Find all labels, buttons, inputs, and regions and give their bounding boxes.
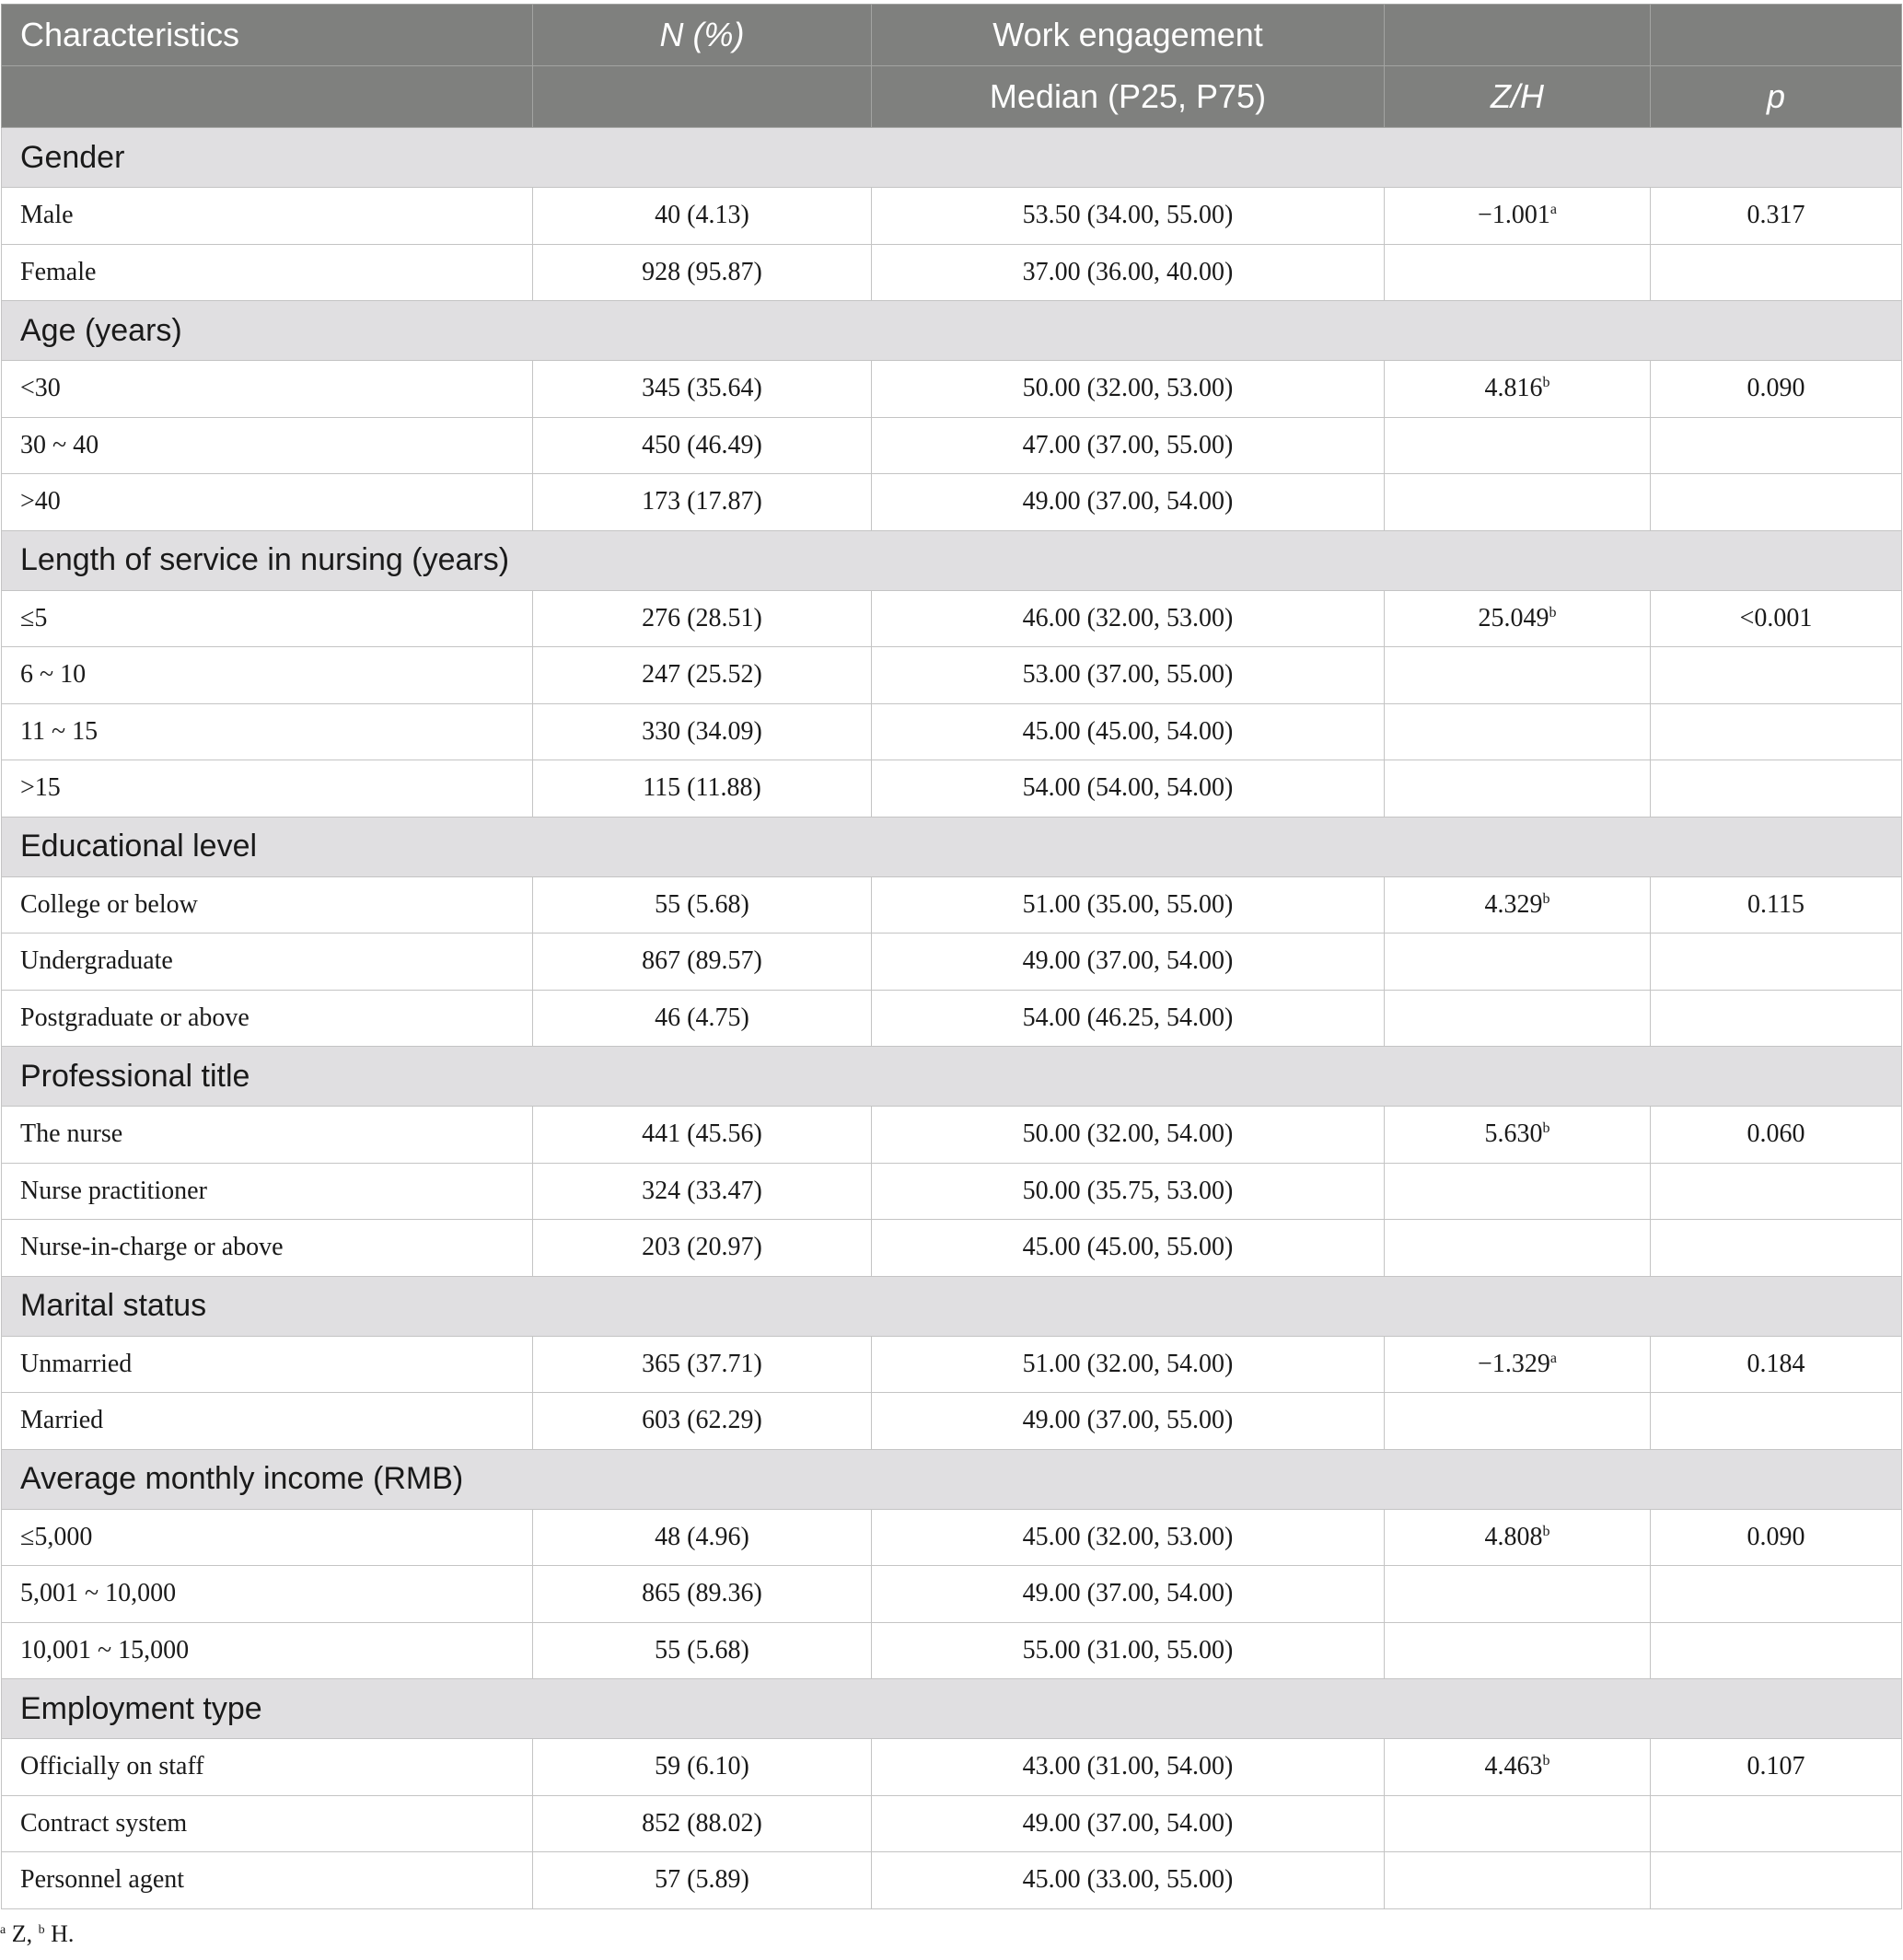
cell-n-percent: 46 (4.75) — [533, 990, 872, 1047]
cell-z-h — [1385, 1739, 1651, 1796]
cell-z-h — [1385, 647, 1651, 704]
cell-p-value: 0.107 — [1651, 1739, 1902, 1796]
cell-median: 45.00 (45.00, 55.00) — [872, 1220, 1385, 1277]
cell-p-value: 0.317 — [1651, 188, 1902, 245]
cell-n-percent: 603 (62.29) — [533, 1393, 872, 1450]
cell-characteristic: Unmarried — [2, 1336, 533, 1393]
table-row — [2, 1393, 1902, 1450]
cell-n-percent: 40 (4.13) — [533, 188, 872, 245]
table-row — [2, 1566, 1902, 1623]
cell-z-h — [1385, 703, 1651, 760]
cell-n-percent: 59 (6.10) — [533, 1739, 872, 1796]
cell-z-h — [1385, 1163, 1651, 1220]
cell-characteristic: 30 ~ 40 — [2, 417, 533, 474]
cell-characteristic: Nurse practitioner — [2, 1163, 533, 1220]
cell-characteristic: >40 — [2, 474, 533, 531]
group-title: Marital status — [2, 1276, 1902, 1336]
cell-median: 49.00 (37.00, 54.00) — [872, 1566, 1385, 1623]
stat-value: −1.329 — [1478, 1349, 1550, 1378]
stat-superscript: b — [1542, 375, 1550, 391]
cell-median: 55.00 (31.00, 55.00) — [872, 1622, 1385, 1679]
cell-p-value — [1651, 934, 1902, 991]
characteristics-table — [1, 4, 1902, 1909]
header-work-engagement: Work engagement — [872, 5, 1385, 66]
header-p: p — [1651, 66, 1902, 128]
cell-n-percent: 55 (5.68) — [533, 1622, 872, 1679]
cell-characteristic: 10,001 ~ 15,000 — [2, 1622, 533, 1679]
cell-characteristic: Married — [2, 1393, 533, 1450]
group-title: Length of service in nursing (years) — [2, 530, 1902, 590]
cell-p-value — [1651, 1393, 1902, 1450]
group-header-row — [2, 817, 1902, 876]
cell-p-value — [1651, 1852, 1902, 1909]
cell-characteristic: Personnel agent — [2, 1852, 533, 1909]
cell-z-h — [1385, 1566, 1651, 1623]
cell-median: 53.00 (37.00, 55.00) — [872, 647, 1385, 704]
table-row — [2, 590, 1902, 647]
header-n-percent: N (%) — [533, 5, 872, 66]
cell-z-h — [1385, 361, 1651, 418]
cell-z-h — [1385, 188, 1651, 245]
cell-z-h — [1385, 244, 1651, 301]
table-row — [2, 1739, 1902, 1796]
table-row — [2, 1163, 1902, 1220]
group-header-row — [2, 530, 1902, 590]
table-row — [2, 1220, 1902, 1277]
stat-value: 4.816 — [1484, 374, 1543, 403]
cell-n-percent: 852 (88.02) — [533, 1795, 872, 1852]
cell-median: 49.00 (37.00, 54.00) — [872, 934, 1385, 991]
cell-z-h — [1385, 1220, 1651, 1277]
cell-z-h — [1385, 417, 1651, 474]
group-header-row — [2, 1679, 1902, 1739]
header-empty-cell — [1385, 5, 1651, 66]
footnote-mark-a: a — [0, 1923, 6, 1937]
cell-p-value — [1651, 1622, 1902, 1679]
table-row — [2, 1509, 1902, 1566]
group-header-row — [2, 1047, 1902, 1107]
table-row — [2, 703, 1902, 760]
cell-z-h — [1385, 760, 1651, 818]
header-empty-cell — [2, 66, 533, 128]
table-row — [2, 1336, 1902, 1393]
group-title: Employment type — [2, 1679, 1902, 1739]
cell-median: 53.50 (34.00, 55.00) — [872, 188, 1385, 245]
cell-median: 50.00 (32.00, 53.00) — [872, 361, 1385, 418]
cell-n-percent: 55 (5.68) — [533, 876, 872, 934]
footnote-text-h: H. — [44, 1920, 75, 1947]
header-empty-cell — [533, 66, 872, 128]
cell-p-value: 0.090 — [1651, 1509, 1902, 1566]
cell-p-value — [1651, 703, 1902, 760]
table-row — [2, 1622, 1902, 1679]
cell-p-value — [1651, 760, 1902, 818]
cell-characteristic: ≤5,000 — [2, 1509, 533, 1566]
cell-median: 45.00 (32.00, 53.00) — [872, 1509, 1385, 1566]
cell-characteristic: 5,001 ~ 10,000 — [2, 1566, 533, 1623]
header-median: Median (P25, P75) — [872, 66, 1385, 128]
cell-median: 50.00 (32.00, 54.00) — [872, 1107, 1385, 1164]
stat-value: 4.808 — [1484, 1522, 1543, 1551]
table-row — [2, 876, 1902, 934]
table-row — [2, 417, 1902, 474]
cell-p-value — [1651, 1163, 1902, 1220]
stat-superscript: b — [1542, 1753, 1550, 1769]
cell-z-h — [1385, 1393, 1651, 1450]
cell-n-percent: 928 (95.87) — [533, 244, 872, 301]
cell-n-percent: 276 (28.51) — [533, 590, 872, 647]
cell-n-percent: 57 (5.89) — [533, 1852, 872, 1909]
cell-characteristic: ≤5 — [2, 590, 533, 647]
cell-n-percent: 324 (33.47) — [533, 1163, 872, 1220]
cell-z-h — [1385, 1622, 1651, 1679]
group-header-row — [2, 128, 1902, 188]
cell-p-value — [1651, 1566, 1902, 1623]
cell-characteristic: The nurse — [2, 1107, 533, 1164]
stat-superscript: a — [1549, 202, 1557, 218]
cell-n-percent: 345 (35.64) — [533, 361, 872, 418]
cell-median: 45.00 (33.00, 55.00) — [872, 1852, 1385, 1909]
table-row — [2, 990, 1902, 1047]
cell-p-value — [1651, 1220, 1902, 1277]
cell-n-percent: 203 (20.97) — [533, 1220, 872, 1277]
cell-n-percent: 247 (25.52) — [533, 647, 872, 704]
cell-z-h — [1385, 1795, 1651, 1852]
cell-p-value: <0.001 — [1651, 590, 1902, 647]
cell-median: 50.00 (35.75, 53.00) — [872, 1163, 1385, 1220]
cell-characteristic: Female — [2, 244, 533, 301]
cell-n-percent: 450 (46.49) — [533, 417, 872, 474]
cell-z-h — [1385, 474, 1651, 531]
table-body — [2, 128, 1902, 1909]
cell-p-value: 0.184 — [1651, 1336, 1902, 1393]
cell-characteristic: Contract system — [2, 1795, 533, 1852]
stat-value: −1.001 — [1478, 201, 1550, 230]
cell-median: 51.00 (32.00, 54.00) — [872, 1336, 1385, 1393]
table-row — [2, 361, 1902, 418]
cell-z-h — [1385, 1852, 1651, 1909]
cell-z-h — [1385, 990, 1651, 1047]
cell-n-percent: 115 (11.88) — [533, 760, 872, 818]
cell-median: 43.00 (31.00, 54.00) — [872, 1739, 1385, 1796]
cell-median: 49.00 (37.00, 55.00) — [872, 1393, 1385, 1450]
cell-median: 54.00 (46.25, 54.00) — [872, 990, 1385, 1047]
table-row — [2, 647, 1902, 704]
stat-value: 4.329 — [1484, 889, 1543, 919]
cell-median: 51.00 (35.00, 55.00) — [872, 876, 1385, 934]
header-empty-cell — [1651, 5, 1902, 66]
cell-characteristic: Male — [2, 188, 533, 245]
cell-p-value: 0.090 — [1651, 361, 1902, 418]
cell-z-h — [1385, 1509, 1651, 1566]
cell-p-value: 0.115 — [1651, 876, 1902, 934]
group-header-row — [2, 301, 1902, 361]
cell-median: 45.00 (45.00, 54.00) — [872, 703, 1385, 760]
cell-p-value — [1651, 244, 1902, 301]
cell-median: 49.00 (37.00, 54.00) — [872, 474, 1385, 531]
group-title: Educational level — [2, 817, 1902, 876]
cell-n-percent: 865 (89.36) — [533, 1566, 872, 1623]
header-z-h: Z/H — [1385, 66, 1651, 128]
cell-characteristic: Nurse-in-charge or above — [2, 1220, 533, 1277]
table-row — [2, 1107, 1902, 1164]
table-header — [2, 5, 1902, 128]
cell-p-value — [1651, 1795, 1902, 1852]
table-row — [2, 474, 1902, 531]
cell-n-percent: 330 (34.09) — [533, 703, 872, 760]
cell-n-percent: 441 (45.56) — [533, 1107, 872, 1164]
cell-n-percent: 48 (4.96) — [533, 1509, 872, 1566]
cell-p-value — [1651, 647, 1902, 704]
footnote-mark-b: b — [38, 1923, 45, 1937]
cell-median: 54.00 (54.00, 54.00) — [872, 760, 1385, 818]
group-title: Gender — [2, 128, 1902, 188]
group-title: Age (years) — [2, 301, 1902, 361]
table-row — [2, 188, 1902, 245]
cell-characteristic: 11 ~ 15 — [2, 703, 533, 760]
cell-characteristic: 6 ~ 10 — [2, 647, 533, 704]
stat-value: 5.630 — [1484, 1119, 1543, 1149]
cell-characteristic: Officially on staff — [2, 1739, 533, 1796]
cell-n-percent: 365 (37.71) — [533, 1336, 872, 1393]
cell-p-value — [1651, 474, 1902, 531]
cell-p-value — [1651, 417, 1902, 474]
stat-value: 4.463 — [1484, 1752, 1543, 1781]
cell-characteristic: <30 — [2, 361, 533, 418]
group-header-row — [2, 1449, 1902, 1509]
stat-superscript: b — [1542, 1120, 1550, 1137]
cell-median: 46.00 (32.00, 53.00) — [872, 590, 1385, 647]
header-characteristics: Characteristics — [2, 5, 533, 66]
stat-superscript: b — [1542, 1523, 1550, 1539]
stat-value: 25.049 — [1478, 603, 1549, 632]
group-title: Professional title — [2, 1047, 1902, 1107]
cell-n-percent: 867 (89.57) — [533, 934, 872, 991]
table-row — [2, 934, 1902, 991]
cell-characteristic: >15 — [2, 760, 533, 818]
cell-median: 47.00 (37.00, 55.00) — [872, 417, 1385, 474]
group-header-row — [2, 1276, 1902, 1336]
table-footnote — [0, 1920, 74, 1948]
stat-superscript: b — [1542, 890, 1550, 907]
footnote-text-z: Z, — [6, 1920, 39, 1947]
table-row — [2, 244, 1902, 301]
cell-median: 37.00 (36.00, 40.00) — [872, 244, 1385, 301]
cell-z-h — [1385, 590, 1651, 647]
cell-z-h — [1385, 1336, 1651, 1393]
stat-superscript: a — [1549, 1350, 1557, 1366]
cell-p-value — [1651, 990, 1902, 1047]
cell-z-h — [1385, 876, 1651, 934]
cell-median: 49.00 (37.00, 54.00) — [872, 1795, 1385, 1852]
table-row — [2, 760, 1902, 818]
cell-z-h — [1385, 934, 1651, 991]
table-row — [2, 1795, 1902, 1852]
cell-characteristic: College or below — [2, 876, 533, 934]
group-title: Average monthly income (RMB) — [2, 1449, 1902, 1509]
cell-characteristic: Undergraduate — [2, 934, 533, 991]
cell-p-value: 0.060 — [1651, 1107, 1902, 1164]
stat-superscript: b — [1549, 604, 1557, 620]
cell-z-h — [1385, 1107, 1651, 1164]
cell-n-percent: 173 (17.87) — [533, 474, 872, 531]
cell-characteristic: Postgraduate or above — [2, 990, 533, 1047]
table-row — [2, 1852, 1902, 1909]
